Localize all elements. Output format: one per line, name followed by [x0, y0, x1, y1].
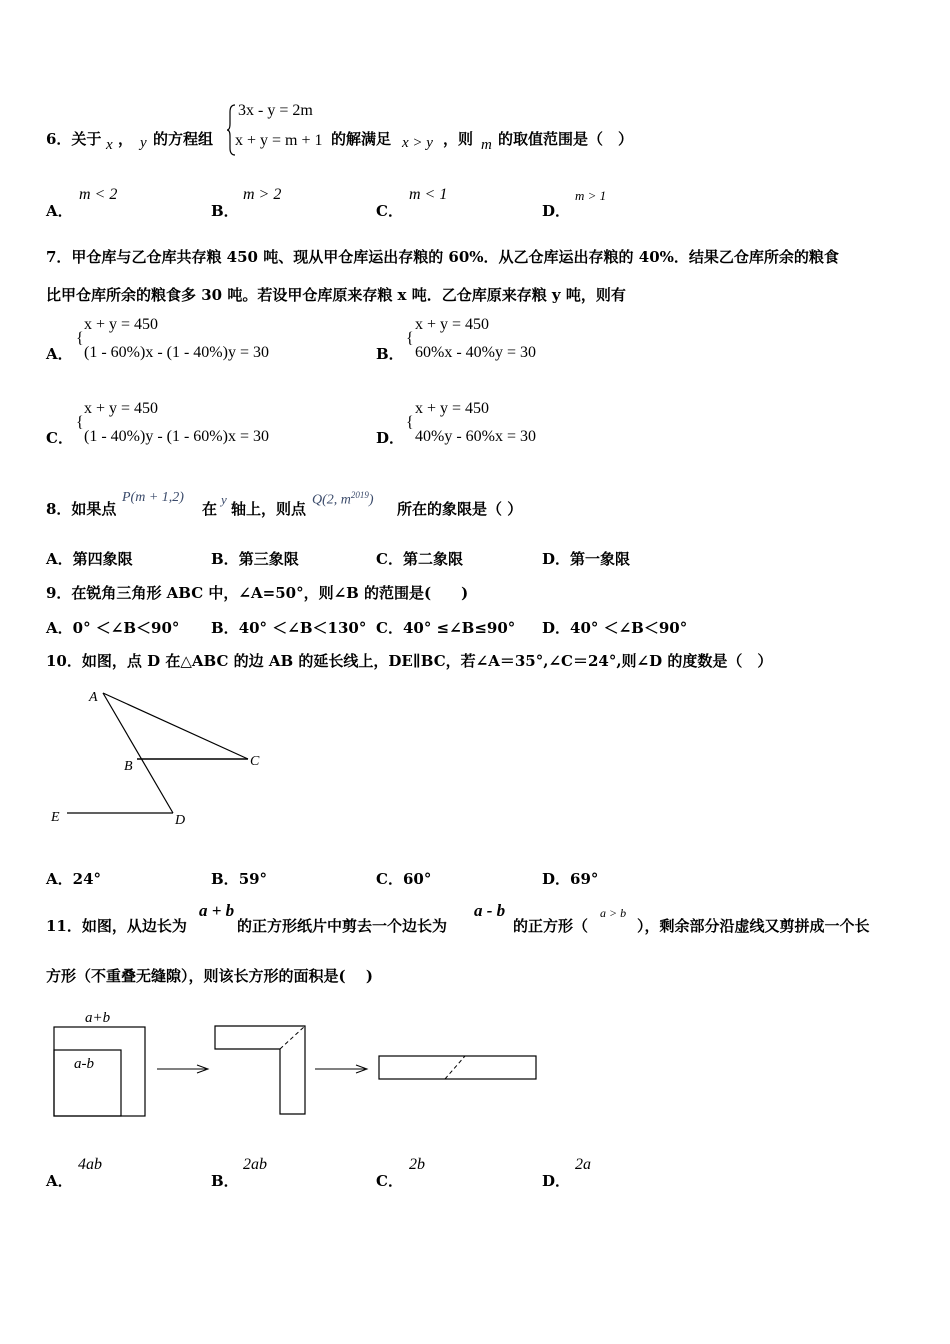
q6-text-3: 的解满足 [331, 130, 392, 148]
q11-option-b-value: 2ab [243, 1156, 267, 1173]
q7-brace-a: { [76, 330, 84, 347]
q6-option-b-label: B． [211, 202, 239, 220]
q11-option-a-label: A． [46, 1172, 73, 1190]
q6-text-4: ，则 [443, 130, 474, 148]
q8-option-b: B．第三象限 [211, 550, 299, 568]
q6-option-a-value: m < 2 [79, 186, 118, 203]
q6-var-y: y [140, 135, 147, 151]
q6-var-m: m [481, 137, 492, 153]
q8-var-y: y [221, 492, 227, 507]
q6-eq2: x + y = m + 1 [235, 132, 323, 149]
q10-label-c: C [250, 754, 260, 769]
q10-triangle-figure [45, 685, 275, 835]
q11-stem-line2: 方形（不重叠无缝隙），则该长方形的面积是( ) [46, 967, 373, 985]
q11-text-4: ），剩余部分沿虚线又剪拼成一个长 [637, 917, 870, 935]
q7-option-c-eq1: x + y = 450 [84, 400, 159, 417]
q11-rectangle [379, 1056, 536, 1079]
q10-line-ac [103, 693, 248, 759]
q11-text-3: 的正方形（ [513, 917, 589, 935]
q7-option-b-eq1: x + y = 450 [415, 316, 490, 333]
q6-eq1: 3x - y = 2m [238, 102, 313, 119]
q8-point-q: Q(2, $m^{2019}$) [312, 490, 374, 508]
q11-text-2: 的正方形纸片中剪去一个边长为 [237, 917, 448, 935]
q10-option-a: A．24° [46, 870, 102, 888]
q6-option-d-label: D． [542, 202, 571, 220]
q10-label-a: A [89, 690, 98, 705]
q10-stem: 10．如图，点 D 在△ABC 的边 AB 的延长线上，DE∥BC，若∠A＝35°,∠C＝24°,则∠D 的度数是（ ） [46, 652, 773, 670]
q7-brace-c: { [76, 414, 84, 431]
q6-var-x: x [106, 137, 113, 153]
q6-text: 6．关于 [46, 130, 102, 148]
q11-option-d-value: 2a [575, 1156, 591, 1173]
q8-point-p: P(m + 1,2) [122, 490, 184, 505]
q8-text-4: 所在的象限是（ ） [397, 500, 523, 518]
q7-option-d-eq2: 40%y - 60%x = 30 [415, 428, 537, 445]
q11-l-shape-cut [280, 1026, 305, 1049]
q11-option-b-label: B． [211, 1172, 239, 1190]
q7-option-b-label: B． [376, 345, 404, 363]
q11-option-d-label: D． [542, 1172, 571, 1190]
q6-option-b-value: m > 2 [243, 186, 282, 203]
q10-label-d: D [175, 813, 186, 828]
q6-text-5: 的取值范围是（ ） [498, 130, 634, 148]
q7-brace-b: { [406, 330, 414, 347]
q6-option-d-value: m > 1 [575, 188, 607, 203]
q10-option-d: D．69° [542, 870, 599, 888]
q7-stem-line2: 比甲仓库所余的粮食多 30 吨。若设甲仓库原来存粮 x 吨．乙仓库原来存粮 y 吨，则有 [46, 286, 626, 304]
q7-brace-d: { [406, 414, 414, 431]
q10-line-ad [103, 693, 173, 813]
q8-text-2: 在 [202, 500, 218, 518]
q9-option-a: A．0° ＜∠B＜90° [46, 619, 180, 637]
q11-label-inner: a-b [74, 1056, 94, 1072]
q7-option-a-eq1: x + y = 450 [84, 316, 159, 333]
q6-condition: x > y [402, 135, 433, 151]
q6-option-c-value: m < 1 [409, 186, 448, 203]
q11-expr-a-minus-b: a - b [474, 901, 506, 920]
q8-text: 8．如果点 [46, 500, 117, 518]
q11-option-c-value: 2b [409, 1156, 425, 1173]
q11-expr-a-plus-b: a + b [199, 901, 235, 920]
q6-text-2: 的方程组 [153, 130, 214, 148]
q9-option-d: D．40° ＜∠B＜90° [542, 619, 688, 637]
q6-option-a-label: A． [46, 202, 73, 220]
q8-option-c: C．第二象限 [376, 550, 463, 568]
q11-condition: a > b [600, 906, 627, 920]
q6-option-c-label: C． [376, 202, 403, 220]
q10-label-b: B [124, 759, 133, 774]
q11-outer-square [54, 1027, 145, 1116]
q7-option-c-eq2: (1 - 40%)y - (1 - 60%)x = 30 [84, 428, 269, 445]
q11-label-outer: a+b [85, 1010, 111, 1026]
q10-label-e: E [51, 810, 60, 825]
q11-rectangle-cut [445, 1056, 465, 1079]
q7-option-a-eq2: (1 - 60%)x - (1 - 40%)y = 30 [84, 344, 269, 361]
q8-text-3: 轴上，则点 [231, 500, 307, 518]
q7-option-c-label: C． [46, 429, 73, 447]
q7-stem-line1: 7．甲仓库与乙仓库共存粮 450 吨、现从甲仓库运出存粮的 60%．从乙仓库运出存粮的 40%．结果乙仓库所余的粮食 [46, 248, 839, 266]
q7-option-a-label: A． [46, 345, 73, 363]
q9-stem: 9．在锐角三角形 ABC 中，∠A=50°，则∠B 的范围是( ) [46, 584, 469, 602]
q7-option-d-label: D． [376, 429, 405, 447]
q7-option-d-eq1: x + y = 450 [415, 400, 490, 417]
q8-option-a: A．第四象限 [46, 550, 133, 568]
q11-option-a-value: 4ab [78, 1156, 102, 1173]
q9-option-c: C．40° ≤∠B≤90° [376, 619, 516, 637]
q8-exponent: 2019 [350, 490, 369, 500]
q6-comma: ， [118, 130, 134, 148]
q10-option-c: C．60° [376, 870, 432, 888]
q11-text: 11．如图，从边长为 [46, 917, 187, 935]
q9-option-b: B．40° ＜∠B＜130° [211, 619, 367, 637]
q11-l-shape [215, 1026, 305, 1114]
q10-option-b: B．59° [211, 870, 268, 888]
q11-square-figure [45, 1002, 545, 1122]
q7-option-b-eq2: 60%x - 40%y = 30 [415, 344, 537, 361]
q8-option-d: D．第一象限 [542, 550, 631, 568]
q11-option-c-label: C． [376, 1172, 403, 1190]
